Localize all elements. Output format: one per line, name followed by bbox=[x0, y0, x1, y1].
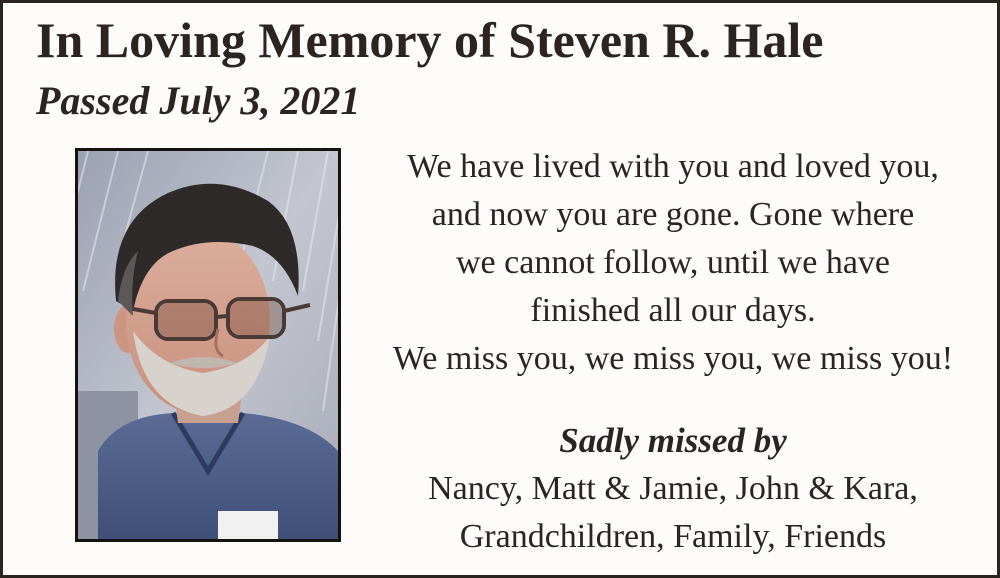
memorial-poem bbox=[373, 143, 973, 383]
portrait-photo bbox=[75, 148, 341, 542]
poem-line: We have lived with you and loved you, bbox=[407, 148, 939, 185]
family-line: Nancy, Matt & Jamie, John & Kara, bbox=[428, 470, 918, 507]
family-line: Grandchildren, Family, Friends bbox=[459, 518, 887, 555]
poem-line: we cannot follow, until we have bbox=[456, 244, 890, 281]
poem-line: and now you are gone. Gone where bbox=[431, 196, 915, 233]
missed-by-heading: Sadly missed by bbox=[559, 421, 787, 460]
notice-date: Passed July 3, 2021 bbox=[36, 78, 361, 123]
poem-line: finished all our days. bbox=[530, 292, 816, 329]
missed-by-names bbox=[373, 465, 973, 561]
notice-title: In Loving Memory of Steven R. Hale bbox=[36, 12, 824, 68]
poem-line: We miss you, we miss you, we miss you! bbox=[392, 340, 954, 377]
